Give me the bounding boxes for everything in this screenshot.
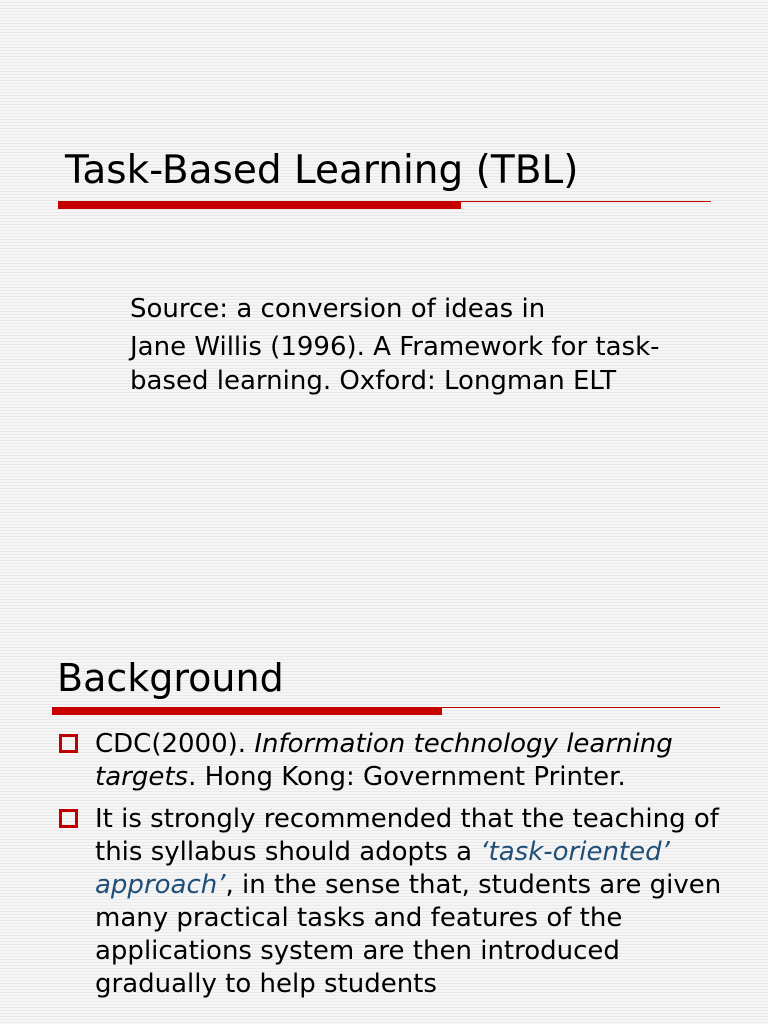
background-underline-rule (52, 707, 720, 708)
title-underline-rule (58, 201, 711, 202)
bullet2-text-after: , in the sense that, students are given many practical tasks and features of the applications system are then introduced gradually to help students (95, 870, 722, 999)
hollow-square-bullet-icon (59, 734, 78, 753)
bullet-item-recommendation (55, 803, 735, 1001)
background-bullet-list (55, 728, 735, 1010)
bullet2-text-before: It is strongly recommended that the teaching of this syllabus should adopts a (95, 804, 719, 867)
source-citation (130, 292, 730, 398)
bullet2-highlight: ‘task-oriented’ approach’ (95, 837, 670, 900)
bullet1-text-before: CDC(2000). (95, 729, 255, 759)
background-underline-bar (52, 707, 442, 715)
bullet-item-cdc (55, 728, 735, 794)
hollow-square-bullet-icon (59, 809, 78, 828)
source-line-1: Source: a conversion of ideas in (130, 294, 546, 324)
bullet1-text-after: . Hong Kong: Government Printer. (188, 762, 626, 792)
title-underline-bar (58, 201, 461, 209)
slide-title-heading: Task-Based Learning (TBL) (65, 148, 579, 193)
slide-background (0, 640, 768, 1024)
background-heading: Background (57, 656, 284, 700)
bullet1-text-italic: Information technology learning targets (95, 729, 673, 792)
source-line-2: Jane Willis (1996). A Framework for task-based learning. Oxford: Longman ELT (130, 332, 660, 396)
